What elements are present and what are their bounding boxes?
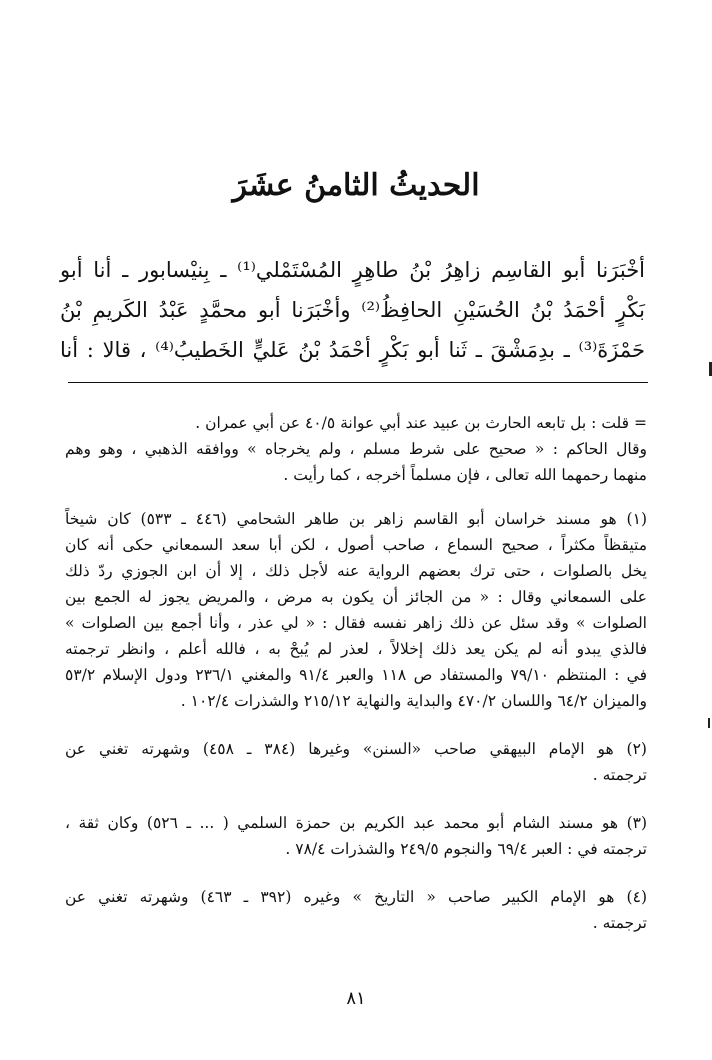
footnotes: [65, 410, 647, 936]
footnote-line: (٣) هو مسند الشام أبو محمد عبد الكريم بن حمزة السلمي ( ... ـ ٥٢٦) وكان ثقة ،: [65, 814, 648, 832]
footnote-continuation: [65, 410, 647, 488]
hadith-text: [60, 250, 645, 370]
hadith-line: بَكْرٍ أحْمَدُ بْنُ الحُسَيْنِ الحافِظُ⁽²⁾ وأخْبَرَنا أبو محمَّدٍ عَبْدُ الكَريمِ بْنُ: [60, 298, 645, 322]
footnote-2: [65, 736, 647, 788]
footnote-line: والميزان ٦٤/٢ واللسان ٤٧٠/٢ والبداية والنهاية ٢١٥/١٢ والشذرات ١٠٢/٤ .: [180, 692, 647, 710]
footnote-line: ترجمته في : العبر ٦٩/٤ والنجوم ٢٤٩/٥ والشذرات ٧٨/٤ .: [285, 840, 647, 858]
page-title: الحديثُ الثامنُ عشَرَ: [232, 168, 480, 203]
footnote-1: [65, 506, 647, 714]
footnote-line: منهما رحمهما الله تعالى ، فإن مسلماً أخرجه ، كما رأيت .: [283, 466, 647, 484]
footnote-line: الصلوات » وقد سئل عن ذلك زاهر نفسه فقال : « لي عذر ، وأنا أجمع بين الصلوات »: [65, 614, 647, 632]
footnote-line: وقال الحاكم : « صحيح على شرط مسلم ، ولم يخرجاه » ووافقه الذهبي ، وهو وهم: [65, 440, 647, 458]
footnote-line: ترجمته .: [592, 914, 647, 932]
footnote-line: (٢) هو الإمام البيهقي صاحب «السنن» وغيرها (٣٨٤ ـ ٤٥٨) وشهرته تغني عن: [65, 740, 647, 758]
footnote-3: [65, 810, 647, 862]
footnote-line: متيقظاً مكثراً ، صحيح السماع ، صاحب أصول ، لكن أبا سعد السمعاني حكى أنه كان: [65, 536, 647, 554]
hadith-line: حَمْزَةَ⁽³⁾ ـ بدِمَشْقَ ـ ثَنا أبو بَكْرٍ أحْمَدُ بْنُ عَليٍّ الخَطيبُ⁽⁴⁾ ، قالا : أنا: [60, 338, 645, 362]
footnote-line: (٤) هو الإمام الكبير صاحب « التاريخ » وغيره (٣٩٢ ـ ٤٦٣) وشهرته تغني عن: [65, 888, 647, 906]
footnote-line: (١) هو مسند خراسان أبو القاسم زاهر بن طاهر الشحامي (٤٤٦ ـ ٥٣٣) كان شيخاً: [65, 510, 647, 528]
footnote-line: = قلت : بل تابعه الحارث بن عبيد عند أبي عوانة ٤٠/٥ عن أبي عمران .: [195, 414, 647, 432]
scan-edge-mark: [708, 718, 710, 728]
page-number: ٨١: [346, 988, 366, 1009]
footnote-line: ترجمته .: [592, 766, 647, 784]
footnote-line: يخل بالصلوات ، حتى ترك بعضهم الرواية عنه لأجل ذلك ، إلا أن ابن الجوزي ردّ ذلك: [65, 562, 647, 580]
footnote-divider: [68, 382, 648, 383]
footnote-line: على السمعاني وقال : « من الجائز أن يكون به مرض ، والمريض يجوز له الجمع بين: [65, 588, 647, 606]
footnote-line: في : المنتظم ٧٩/١٠ والمستفاد ص ١١٨ والعبر ٩١/٤ والمغني ٢٣٦/١ ودول الإسلام ٥٣/٢: [65, 666, 647, 684]
footnote-line: فالذي يبدو أنه لم يكن يعد ذلك إخلالاً ، لعذر لم يُبحْ به ، فالله أعلم ، وانظر ترجمته: [65, 640, 647, 658]
hadith-line: أخْبَرَنا أبو القاسِم زاهِرُ بْنُ طاهِرٍ المُسْتَمْلي⁽¹⁾ ـ بِنيْسابور ـ أنا أبو: [60, 258, 646, 282]
footnote-4: [65, 884, 647, 936]
